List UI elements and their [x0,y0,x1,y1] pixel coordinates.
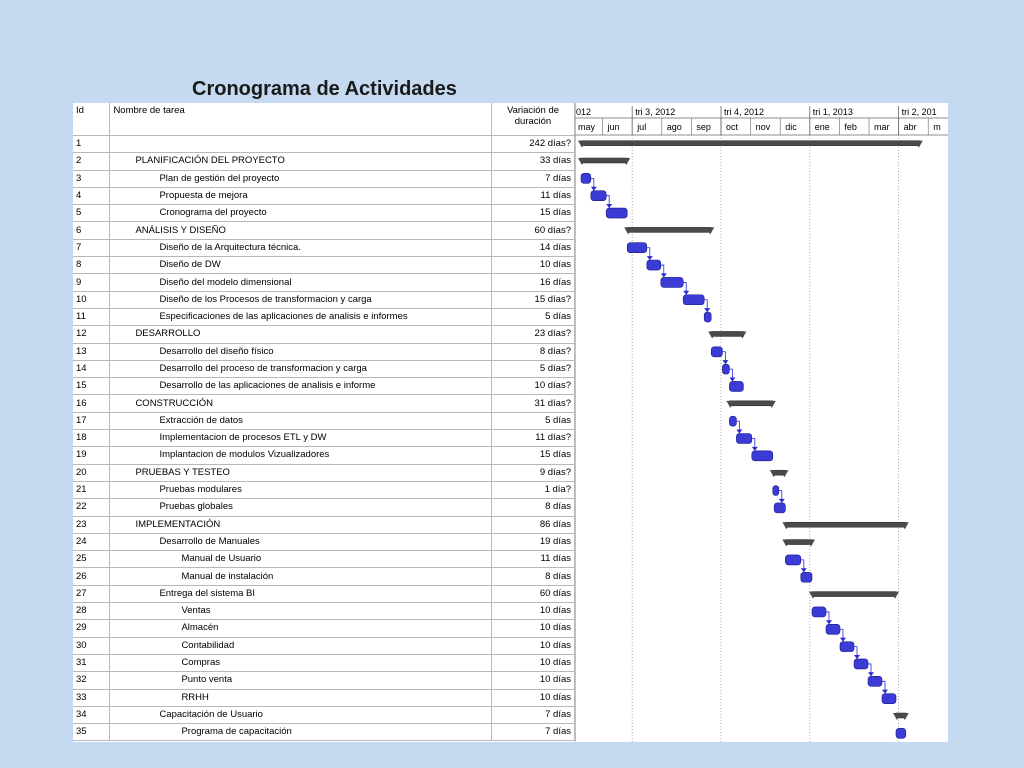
task-id: 27 [73,585,110,602]
task-duration: 5 días [492,308,575,325]
dependency-arrow [606,204,612,208]
task-name: Desarrollo de Manuales [110,533,492,550]
task-duration: 15 días [492,205,575,222]
task-name: Compras [110,654,492,671]
task-bar [729,416,736,426]
task-id: 34 [73,706,110,723]
task-bar [801,572,812,582]
task-name: Programa de capacitación [110,724,492,741]
dependency-arrow [683,291,689,295]
task-id: 29 [73,620,110,637]
task-id: 13 [73,343,110,360]
task-duration: 15 días [492,447,575,464]
month-label: oct [726,122,739,132]
task-bar [896,728,906,738]
month-label: m [933,122,941,132]
task-name: Desarrollo del diseño físico [110,343,492,360]
dependency-arrow [722,360,728,364]
task-duration: 8 días [492,568,575,585]
task-table [73,103,575,741]
table-row[interactable] [73,205,575,222]
task-name: Ventas [110,603,492,620]
dependency-arrow [752,447,758,451]
task-name: IMPLEMENTACIÓN [110,516,492,533]
task-bar [826,624,840,634]
task-bar [627,243,647,253]
task-duration: 5 días [492,412,575,429]
dependency-arrow [801,568,807,572]
table-row[interactable] [73,533,575,550]
task-duration: 33 días [492,153,575,170]
task-name [110,136,492,153]
table-row[interactable] [73,706,575,723]
table-row[interactable] [73,395,575,412]
duration-column-header: Variación de duración [492,103,575,136]
task-id: 1 [73,136,110,153]
task-duration: 15 días? [492,291,575,308]
table-row[interactable] [73,291,575,308]
task-duration: 11 días? [492,430,575,447]
task-duration: 10 días [492,637,575,654]
task-id: 25 [73,551,110,568]
table-row[interactable] [73,308,575,325]
dependency-arrow [882,690,888,694]
table-row[interactable] [73,222,575,239]
task-duration: 7 días [492,706,575,723]
task-id: 17 [73,412,110,429]
task-id: 21 [73,481,110,498]
summary-bar [729,401,772,406]
task-id: 14 [73,360,110,377]
task-bar [729,381,743,391]
task-bar [868,676,882,686]
task-bar [774,503,785,513]
task-id: 22 [73,499,110,516]
task-bar [840,642,854,652]
gantt-table-container [73,103,948,742]
table-row[interactable] [73,430,575,447]
month-label: may [578,122,596,132]
month-label: sep [696,122,711,132]
task-name: Manual de instalación [110,568,492,585]
task-name: Diseño del modelo dimensional [110,274,492,291]
task-id: 10 [73,291,110,308]
task-id: 26 [73,568,110,585]
task-duration: 8 días? [492,343,575,360]
table-row[interactable] [73,603,575,620]
summary-bar [627,227,711,232]
task-duration: 8 días [492,499,575,516]
month-label: nov [755,122,771,132]
summary-bar [812,592,896,597]
table-row[interactable] [73,481,575,498]
task-duration: 10 días [492,603,575,620]
name-column-header: Nombre de tarea [110,103,492,136]
summary-bar [581,158,627,163]
task-id: 16 [73,395,110,412]
task-name: Entrega del sistema BI [110,585,492,602]
gantt-chart [575,103,948,742]
task-name: Pruebas globales [110,499,492,516]
table-row[interactable] [73,516,575,533]
task-name: Implementacion de procesos ETL y DW [110,430,492,447]
task-duration: 7 días [492,170,575,187]
month-label: mar [874,122,890,132]
table-row[interactable] [73,343,575,360]
task-id: 35 [73,724,110,741]
table-row[interactable] [73,464,575,481]
table-row[interactable] [73,378,575,395]
task-bar [736,434,751,444]
task-bar [704,312,711,322]
task-name: Punto venta [110,672,492,689]
task-duration: 10 días [492,689,575,706]
summary-bar [711,331,743,336]
table-row[interactable] [73,187,575,204]
table-row[interactable] [73,654,575,671]
task-duration: 5 días? [492,360,575,377]
task-name: PLANIFICACIÓN DEL PROYECTO [110,153,492,170]
month-label: dic [785,122,797,132]
table-row[interactable] [73,153,575,170]
dependency-arrow [826,620,832,624]
task-id: 18 [73,430,110,447]
task-duration: 16 días [492,274,575,291]
dependency-arrow [854,655,860,659]
task-table-header [73,103,575,136]
task-name: Extracción de datos [110,412,492,429]
task-id: 7 [73,239,110,256]
task-name: Cronograma del proyecto [110,205,492,222]
task-duration: 60 días [492,585,575,602]
task-duration: 14 días [492,239,575,256]
table-row[interactable] [73,724,575,741]
quarter-label: tri 3, 2012 [635,107,676,117]
quarter-label: tri 2, 201 [901,107,937,117]
task-duration: 60 días? [492,222,575,239]
task-duration: 1 día? [492,481,575,498]
task-id: 30 [73,637,110,654]
task-bar [683,295,704,305]
month-label: ene [814,122,830,132]
table-row[interactable] [73,637,575,654]
task-duration: 23 días? [492,326,575,343]
task-id: 23 [73,516,110,533]
dependency-arrow [591,187,597,191]
task-bar [711,347,722,357]
task-id: 12 [73,326,110,343]
task-name: Diseño de la Arquitectura técnica. [110,239,492,256]
task-name: Capacitación de Usuario [110,706,492,723]
task-name: Especificaciones de las aplicaciones de analisis e informes [110,308,492,325]
task-duration: 11 días [492,187,575,204]
slide-title: Cronograma de Actividades [192,78,457,100]
summary-bar [581,141,920,146]
month-label: feb [844,122,857,132]
task-bar [606,208,627,218]
month-label: abr [903,122,917,132]
task-bar [812,607,826,617]
dependency-arrow [840,638,846,642]
task-name: Manual de Usuario [110,551,492,568]
task-bar [661,277,683,287]
quarter-label: tri 1, 2013 [812,107,853,117]
table-row[interactable] [73,447,575,464]
dependency-arrow [736,430,742,434]
task-rows [73,136,575,741]
dependency-arrow [868,672,874,676]
table-row[interactable] [73,620,575,637]
task-name: Almacén [110,620,492,637]
task-duration: 11 días [492,551,575,568]
task-id: 2 [73,153,110,170]
dependency-arrow [779,499,785,503]
id-column-header: Id [73,103,110,136]
task-bar [591,191,606,201]
task-duration: 9 días? [492,464,575,481]
task-id: 32 [73,672,110,689]
dependency-arrow [704,308,710,312]
task-name: Desarrollo de las aplicaciones de analisis e informe [110,378,492,395]
task-name: Implantacion de modulos Vizualizadores [110,447,492,464]
task-name: CONSTRUCCIÓN [110,395,492,412]
dependency-arrow [729,377,735,381]
task-duration: 10 días [492,654,575,671]
quarter-label: tri 4, 2012 [724,107,765,117]
task-name: ANÁLISIS Y DISEÑO [110,222,492,239]
table-row[interactable] [73,568,575,585]
table-row[interactable] [73,499,575,516]
task-name: Plan de gestión del proyecto [110,170,492,187]
task-id: 19 [73,447,110,464]
table-row[interactable] [73,551,575,568]
task-name: Pruebas modulares [110,481,492,498]
task-duration: 31 días? [492,395,575,412]
task-id: 3 [73,170,110,187]
task-duration: 10 días? [492,378,575,395]
task-id: 11 [73,308,110,325]
summary-bar [785,522,905,527]
task-name: PRUEBAS Y TESTEO [110,464,492,481]
table-row[interactable] [73,360,575,377]
task-id: 5 [73,205,110,222]
table-row[interactable] [73,136,575,153]
task-name: Desarrollo del proceso de transformacion y carga [110,360,492,377]
task-id: 20 [73,464,110,481]
task-duration: 19 días [492,533,575,550]
task-duration: 10 días [492,620,575,637]
task-id: 4 [73,187,110,204]
task-bar [722,364,729,374]
quarter-label: 012 [576,107,592,117]
table-row[interactable] [73,689,575,706]
task-bar [882,694,896,704]
task-id: 31 [73,654,110,671]
table-row[interactable] [73,239,575,256]
task-bar [854,659,868,669]
task-duration: 10 días [492,672,575,689]
task-bar [773,486,779,496]
dependency-arrow [647,256,653,260]
task-name: Diseño de los Procesos de transformacion y carga [110,291,492,308]
task-bar [647,260,661,270]
table-row[interactable] [73,412,575,429]
table-row[interactable] [73,274,575,291]
dependency-arrow [661,273,667,277]
task-id: 24 [73,533,110,550]
table-row[interactable] [73,585,575,602]
task-bar [785,555,800,565]
month-label: ago [666,122,682,132]
task-id: 9 [73,274,110,291]
month-label: jun [607,122,620,132]
task-name: Contabilidad [110,637,492,654]
table-row[interactable] [73,672,575,689]
table-row[interactable] [73,326,575,343]
task-name: Propuesta de mejora [110,187,492,204]
task-duration: 242 días? [492,136,575,153]
task-name: Diseño de DW [110,257,492,274]
task-bar [752,451,773,461]
task-id: 8 [73,257,110,274]
task-name: DESARROLLO [110,326,492,343]
task-name: RRHH [110,689,492,706]
task-id: 33 [73,689,110,706]
month-label: jul [637,122,647,132]
task-duration: 7 días [492,724,575,741]
task-duration: 10 días [492,257,575,274]
task-bar [581,173,591,183]
task-id: 6 [73,222,110,239]
table-row[interactable] [73,170,575,187]
task-id: 15 [73,378,110,395]
task-duration: 86 días [492,516,575,533]
table-row[interactable] [73,257,575,274]
task-id: 28 [73,603,110,620]
